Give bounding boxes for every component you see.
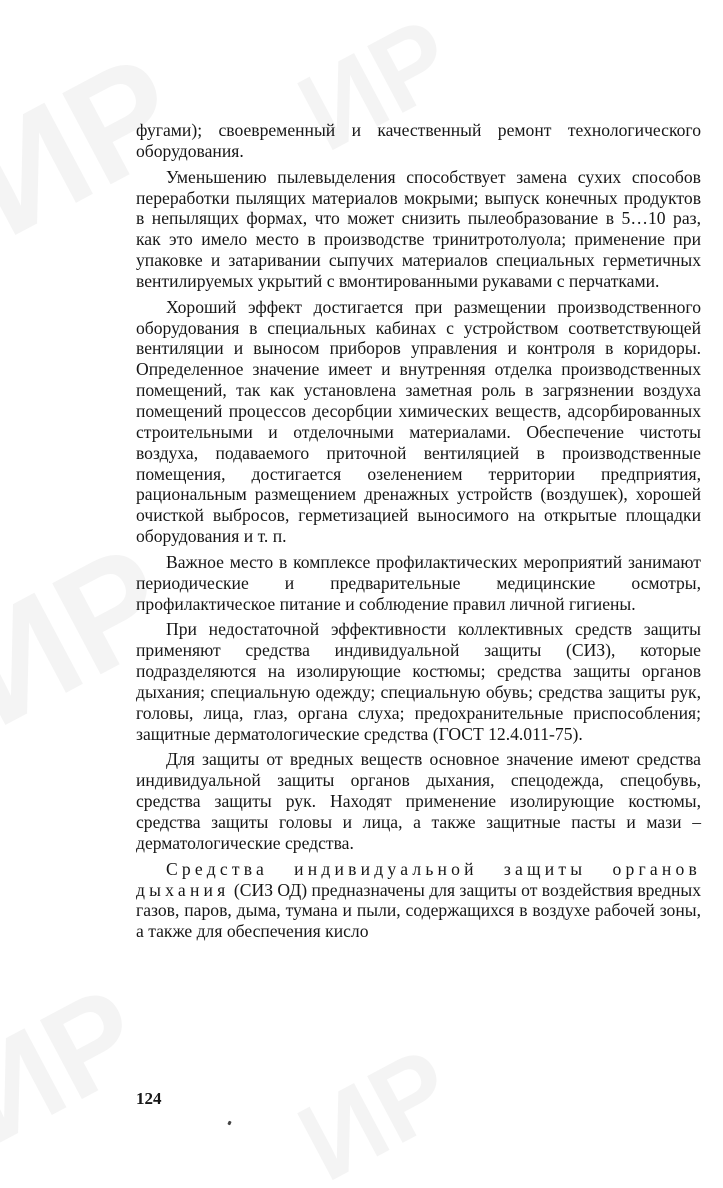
paragraph-respiratory-protection bbox=[136, 859, 701, 942]
paragraph-medical-measures: Важное место в комплексе профилактических мероприятий занимают периодические и предварительные медицинские осмотры, профилактическое питание и соблюдение правил личной гигиены. bbox=[136, 551, 701, 614]
scan-speck bbox=[227, 1121, 231, 1126]
watermark bbox=[283, 1031, 469, 1188]
paragraph-dust-reduction: Уменьшению пылевыделения способствует замена сухих способов переработки пылящих материалов мокрыми; выпуск конечных продуктов в непылящих формах, что может снизить пылеобразование в 5…10 раз, как это имело место в производстве тринитротолуола; применение при упаковке и затаривании сыпучих материалов специальных герметичных вентилируемых укрытий с вмонтированными рукавами с перчатками. bbox=[136, 166, 701, 291]
watermark bbox=[0, 965, 160, 1164]
page-number: 124 bbox=[136, 1089, 162, 1108]
body-text bbox=[136, 120, 701, 947]
paragraph-harmful-substances: Для защиты от вредных веществ основное значение имеют средства индивидуальной защиты органов дыхания, спецодежда, спецобувь, средства защиты рук. Находят применение изолирующие костюмы, средства защиты головы и лица, а также защитные пасты и мази – дерматологические средства. bbox=[136, 749, 701, 853]
paragraph-siz-classification: При недостаточной эффективности коллективных средств защиты применяют средства индивидуальной защиты (СИЗ), которые подразделяются на изолирующие костюмы; средства защиты органов дыхания; специальную одежду; специальную обувь; средства защиты рук, головы, лица, глаз, органа слуха; предохранительные приспособления; защитные дерматологические средства (ГОСТ 12.4.011‑75). bbox=[136, 619, 701, 744]
paragraph-continuation: фугами); своевременный и качественный ремонт технологического оборудования. bbox=[136, 120, 701, 161]
paragraph-equipment-placement: Хороший эффект достигается при размещении производственного оборудования в специальных кабинах с устройством соответствующей вентиляции и выносом приборов управления и контроля в коридоры. Определенное значение имеет и внутренняя отделка производственных помещений, так как установлена заметная роль в загрязнении воздуха помещений процессов десорбции химических веществ, адсорбированных строительными и отделочными материалами. Обеспечение чистоты воздуха, подаваемого приточной вентиляцией в производственные помещения, достигается озеленением территории предприятия, рациональным размещением дренажных устройств (воздушек), хорошей очисткой выбросов, герметизацией выносимого на открытые площадки оборудования и т. п. bbox=[136, 296, 701, 547]
paragraph-text: (СИЗ ОД) предназначены для защиты от воздействия вредных газов, паров, дыма, тумана и пыли, содержащихся в воздухе рабочей зоны, а также для обеспечения кисло bbox=[136, 879, 701, 942]
emphasis-term: Средства индивидуальной защиты органов дыхания bbox=[136, 858, 701, 900]
